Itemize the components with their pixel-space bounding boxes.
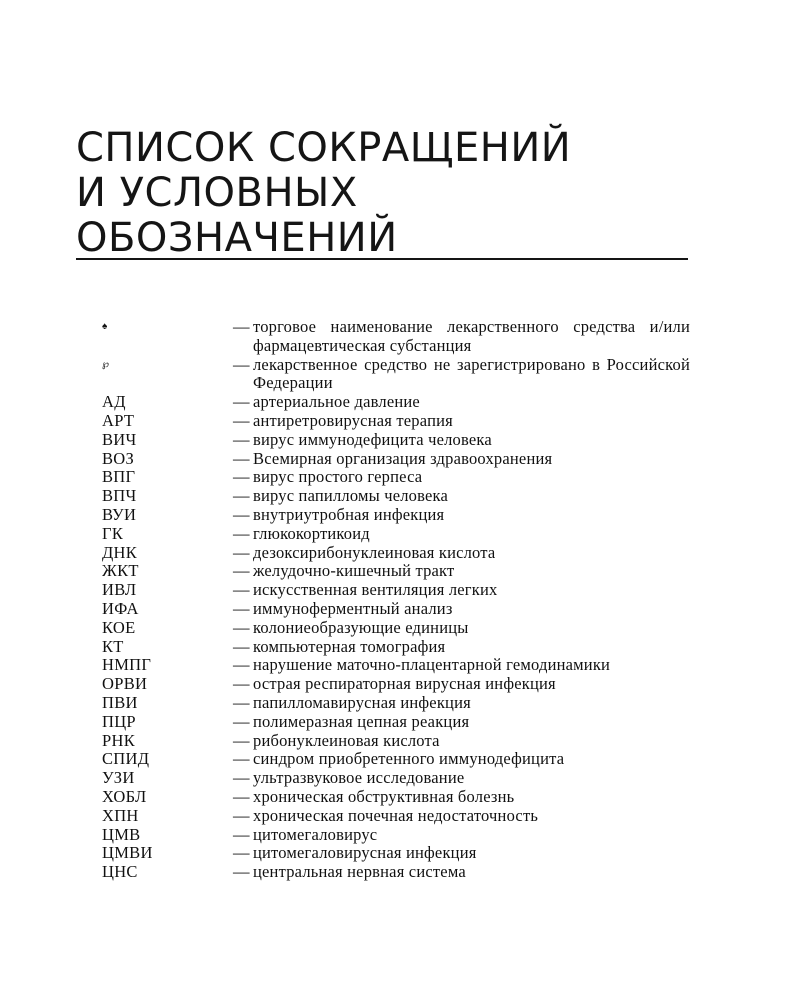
- abbreviation-entry: [102, 638, 690, 657]
- abbreviation-definition: иммуноферментный анализ: [253, 598, 453, 618]
- abbreviation-term: ХПН: [102, 805, 139, 825]
- entry-dash: —: [233, 542, 250, 562]
- abbreviation-term: ПЦР: [102, 711, 136, 731]
- abbreviation-definition: искусственная вентиляция легких: [253, 580, 498, 600]
- entry-dash: —: [233, 354, 250, 374]
- abbreviation-entry: [102, 826, 690, 845]
- page-title-line: СПИСОК СОКРАЩЕНИЙ: [76, 125, 572, 171]
- abbreviation-term: ЦНС: [102, 862, 138, 882]
- abbreviation-term: КТ: [102, 636, 124, 656]
- page-title: [76, 126, 696, 261]
- abbreviation-term: ГК: [102, 523, 124, 543]
- entry-dash: —: [233, 486, 250, 506]
- abbreviation-term: КОЕ: [102, 617, 136, 637]
- abbreviation-term: ИФА: [102, 598, 139, 618]
- abbreviation-list: [102, 318, 690, 882]
- abbreviation-definition: желудочно-кишечный тракт: [253, 561, 455, 581]
- abbreviation-term: ХОБЛ: [102, 786, 147, 806]
- abbreviation-entry: [102, 750, 690, 769]
- abbreviation-entry: [102, 600, 690, 619]
- abbreviation-entry: [102, 656, 690, 675]
- abbreviation-definition: центральная нервная система: [253, 862, 466, 882]
- abbreviation-definition: дезоксирибонуклеиновая кислота: [253, 542, 496, 562]
- abbreviation-definition: колониеобразующие единицы: [253, 617, 469, 637]
- entry-dash: —: [233, 636, 250, 656]
- abbreviation-term: ВПГ: [102, 467, 136, 487]
- abbreviation-definition: глюкокортикоид: [253, 523, 370, 543]
- abbreviation-definition: вирус папилломы человека: [253, 486, 449, 506]
- entry-dash: —: [233, 805, 250, 825]
- abbreviation-definition: внутриутробная инфекция: [253, 504, 445, 524]
- abbreviation-definition: цитомегаловирус: [253, 824, 378, 844]
- abbreviation-term: ОРВИ: [102, 674, 148, 694]
- entry-dash: —: [233, 392, 250, 412]
- abbreviation-definition: торговое наименование лекарственного средства и/или фармацевтическая субстанция: [253, 317, 690, 355]
- unregistered-symbol-icon: ℘: [102, 358, 110, 370]
- abbreviation-entry: [102, 318, 690, 356]
- abbreviation-term: ВИЧ: [102, 429, 137, 449]
- abbreviation-entry: [102, 807, 690, 826]
- abbreviation-term: НМПГ: [102, 655, 152, 675]
- entry-dash: —: [233, 504, 250, 524]
- abbreviation-definition: вирус иммунодефицита человека: [253, 429, 492, 449]
- abbreviation-term: ИВЛ: [102, 580, 137, 600]
- entry-dash: —: [233, 730, 250, 750]
- abbreviation-entry: [102, 694, 690, 713]
- abbreviation-entry: [102, 863, 690, 882]
- entry-dash: —: [233, 749, 250, 769]
- entry-dash: —: [233, 711, 250, 731]
- abbreviation-entry: [102, 769, 690, 788]
- abbreviation-term: ЦМВ: [102, 824, 141, 844]
- abbreviation-entry: [102, 713, 690, 732]
- abbreviation-term: ДНК: [102, 542, 138, 562]
- abbreviation-definition: хроническая обструктивная болезнь: [253, 786, 515, 806]
- entry-dash: —: [233, 768, 250, 788]
- entry-dash: —: [233, 598, 250, 618]
- abbreviation-entry: [102, 412, 690, 431]
- page-title-line: ОБОЗНАЧЕНИЙ: [76, 215, 398, 261]
- abbreviation-definition: полимеразная цепная реакция: [253, 711, 470, 731]
- abbreviation-definition: хроническая почечная недостаточность: [253, 805, 539, 825]
- entry-dash: —: [233, 410, 250, 430]
- title-divider: [76, 258, 688, 260]
- abbreviation-entry: [102, 356, 690, 394]
- abbreviation-term: РНК: [102, 730, 135, 750]
- abbreviation-definition: ультразвуковое исследование: [253, 768, 465, 788]
- trade-name-symbol-icon: ♠: [102, 321, 108, 332]
- abbreviation-entry: [102, 788, 690, 807]
- entry-dash: —: [233, 448, 250, 468]
- abbreviation-term: ВПЧ: [102, 486, 137, 506]
- abbreviation-term: АРТ: [102, 410, 135, 430]
- abbreviation-entry: [102, 525, 690, 544]
- entry-dash: —: [233, 862, 250, 882]
- abbreviation-entry: [102, 487, 690, 506]
- abbreviation-term: ЦМВИ: [102, 843, 153, 863]
- entry-dash: —: [233, 655, 250, 675]
- abbreviation-definition: папилломавирусная инфекция: [253, 692, 471, 712]
- abbreviation-entry: [102, 619, 690, 638]
- abbreviation-definition: артериальное давление: [253, 392, 420, 412]
- entry-dash: —: [233, 674, 250, 694]
- abbreviation-term: ВОЗ: [102, 448, 135, 468]
- abbreviation-entry: [102, 468, 690, 487]
- abbreviation-entry: [102, 506, 690, 525]
- entry-dash: —: [233, 561, 250, 581]
- abbreviation-entry: [102, 393, 690, 412]
- entry-dash: —: [233, 523, 250, 543]
- abbreviation-definition: цитомегаловирусная инфекция: [253, 843, 477, 863]
- entry-dash: —: [233, 692, 250, 712]
- abbreviation-term: УЗИ: [102, 768, 135, 788]
- abbreviation-entry: [102, 431, 690, 450]
- abbreviation-term: ВУИ: [102, 504, 137, 524]
- entry-dash: —: [233, 580, 250, 600]
- abbreviation-term: ПВИ: [102, 692, 138, 712]
- abbreviation-entry: [102, 732, 690, 751]
- abbreviation-term: СПИД: [102, 749, 150, 769]
- page-title-line: И УСЛОВНЫХ: [76, 170, 358, 216]
- abbreviation-definition: компьютерная томография: [253, 636, 446, 656]
- abbreviation-definition: Всемирная организация здравоохранения: [253, 448, 553, 468]
- abbreviation-definition: нарушение маточно-плацентарной гемодинамики: [253, 655, 611, 675]
- abbreviation-definition: синдром приобретенного иммунодефицита: [253, 749, 565, 769]
- abbreviation-definition: острая респираторная вирусная инфекция: [253, 674, 556, 694]
- abbreviation-entry: [102, 450, 690, 469]
- entry-dash: —: [233, 617, 250, 637]
- abbreviation-entry: [102, 844, 690, 863]
- abbreviation-entry: [102, 581, 690, 600]
- entry-dash: —: [233, 843, 250, 863]
- abbreviation-entry: [102, 544, 690, 563]
- entry-dash: —: [233, 786, 250, 806]
- abbreviation-definition: антиретровирусная терапия: [253, 410, 453, 430]
- abbreviation-entry: [102, 562, 690, 581]
- abbreviation-term: ЖКТ: [102, 561, 139, 581]
- entry-dash: —: [233, 824, 250, 844]
- abbreviation-definition: рибонуклеиновая кислота: [253, 730, 440, 750]
- abbreviation-definition: лекарственное средство не зарегистрировано в Российской Федерации: [253, 354, 690, 393]
- abbreviation-definition: вирус простого герпеса: [253, 467, 423, 487]
- entry-dash: —: [233, 429, 250, 449]
- abbreviation-term: АД: [102, 392, 126, 412]
- abbreviation-entry: [102, 675, 690, 694]
- entry-dash: —: [233, 317, 250, 336]
- entry-dash: —: [233, 467, 250, 487]
